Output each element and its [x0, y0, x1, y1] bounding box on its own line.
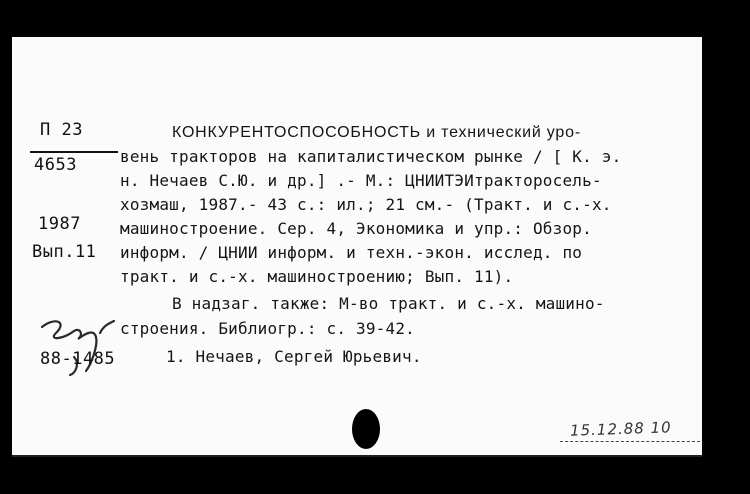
entry-line-8: В надзаг. также: М-во тракт. и с.-х. машино-: [172, 294, 605, 313]
call-number-top: П 23: [40, 120, 83, 140]
publication-year: 1987: [38, 214, 81, 234]
entry-line-6: информ. / ЦНИИ информ. и техн.-экон. исслед. по: [120, 243, 583, 262]
call-number-bottom: 4653: [34, 155, 77, 175]
entry-line-3: н. Нечаев С.Ю. и др.] .- М.: ЦНИИТЭИтракторосель-: [120, 171, 602, 190]
entry-line-7: тракт. и с.-х. машиностроению; Вып. 11).: [120, 267, 514, 286]
issue-number: Вып.11: [32, 242, 97, 262]
date-stamp: 15.12.88 10: [569, 418, 672, 440]
call-number-divider: [30, 151, 118, 153]
entry-line-1: КОНКУРЕНТОСПОСОБНОСТЬ и технический уро-: [172, 124, 581, 141]
subject-heading: 1. Нечаев, Сергей Юрьевич.: [166, 347, 422, 366]
punch-hole: [352, 409, 380, 449]
entry-line-4: хозмаш, 1987.- 43 с.: ил.; 21 см.- (Тракт. и с.-х.: [120, 195, 612, 214]
entry-line-9: строения. Библиогр.: с. 39-42.: [120, 319, 415, 338]
entry-line-5: машиностроение. Сер. 4, Экономика и упр.: Обзор.: [120, 219, 592, 238]
accession-number: 88-1485: [40, 349, 116, 369]
stamp-underline: [560, 441, 700, 443]
catalog-card: [12, 37, 702, 457]
entry-line-2: вень тракторов на капиталистическом рынке / [ К. э.: [120, 147, 622, 166]
